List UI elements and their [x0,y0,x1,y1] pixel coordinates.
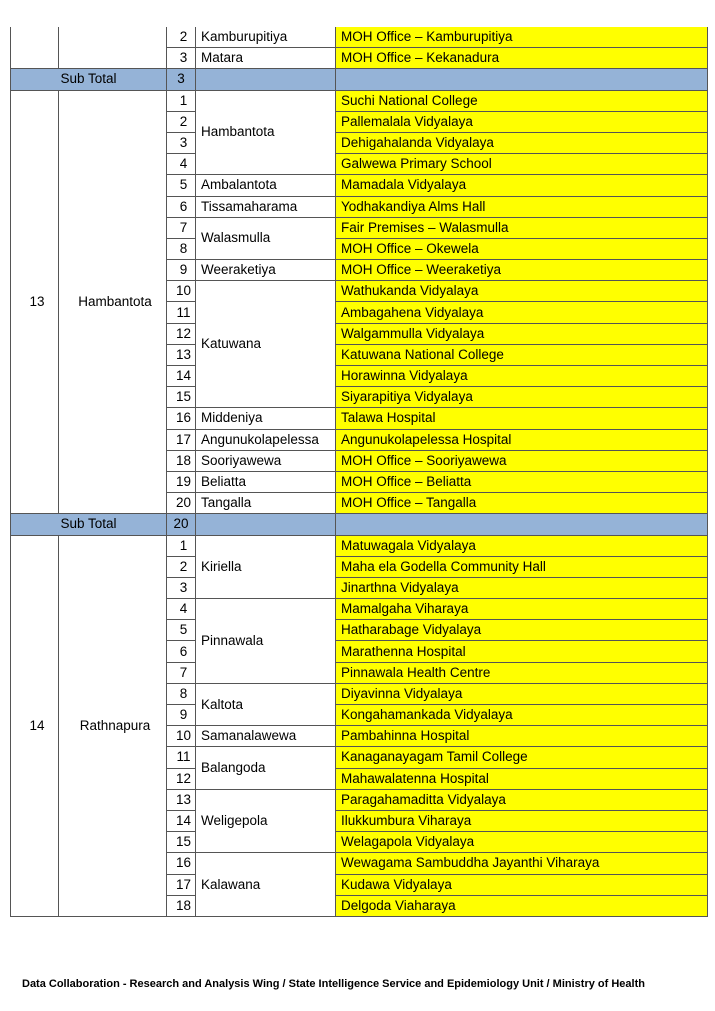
vaccination-center: Mamadala Vidyalaya [336,175,708,196]
vaccination-center: Pambahinna Hospital [336,726,708,747]
table-row [11,27,708,48]
center-number: 15 [167,832,196,853]
moh-area: Pinnawala [196,599,336,684]
vaccination-center: Pinnawala Health Centre [336,662,708,683]
vaccination-center: MOH Office – Kamburupitiya [336,27,708,48]
center-number: 6 [167,641,196,662]
vaccination-center: MOH Office – Tangalla [336,493,708,514]
center-number: 13 [167,789,196,810]
vaccination-center: Angunukolapelessa Hospital [336,429,708,450]
center-number: 12 [167,323,196,344]
subtotal-value: 3 [167,69,196,90]
moh-area: Weligepola [196,789,336,853]
center-number: 5 [167,620,196,641]
center-number: 9 [167,705,196,726]
center-number: 7 [167,662,196,683]
vaccination-center: Walgammulla Vidyalaya [336,323,708,344]
vaccination-center: MOH Office – Okewela [336,238,708,259]
vaccination-center: Marathenna Hospital [336,641,708,662]
vaccination-center: Hatharabage Vidyalaya [336,620,708,641]
center-number: 19 [167,471,196,492]
center-number: 13 [167,344,196,365]
center-number: 15 [167,387,196,408]
center-number: 16 [167,853,196,874]
moh-area: Sooriyawewa [196,450,336,471]
vaccination-center: Mahawalatenna Hospital [336,768,708,789]
center-number: 10 [167,281,196,302]
vaccination-center: Delgoda Viaharaya [336,895,708,916]
center-number: 17 [167,874,196,895]
vaccination-centers-table [10,27,708,917]
vaccination-center: Katuwana National College [336,344,708,365]
moh-area: Samanalawewa [196,726,336,747]
center-number: 20 [167,493,196,514]
vaccination-center: Matuwagala Vidyalaya [336,535,708,556]
moh-area: Balangoda [196,747,336,789]
center-number: 18 [167,450,196,471]
vaccination-center: MOH Office – Beliatta [336,471,708,492]
subtotal-empty [196,514,336,535]
center-number: 11 [167,747,196,768]
vaccination-center: Yodhakandiya Alms Hall [336,196,708,217]
moh-area: Tangalla [196,493,336,514]
vaccination-center: Suchi National College [336,90,708,111]
vaccination-center: Ilukkumbura Viharaya [336,810,708,831]
center-number: 2 [167,556,196,577]
center-number: 9 [167,260,196,281]
vaccination-center: Ambagahena Vidyalaya [336,302,708,323]
district-name: Rathnapura [59,535,167,916]
vaccination-center: Paragahamaditta Vidyalaya [336,789,708,810]
district-number: 14 [11,535,59,916]
center-number: 12 [167,768,196,789]
moh-area: Kalawana [196,853,336,917]
moh-area: Ambalantota [196,175,336,196]
vaccination-center: MOH Office – Kekanadura [336,48,708,69]
vaccination-center: Pallemalala Vidyalaya [336,111,708,132]
moh-area: Tissamaharama [196,196,336,217]
center-number: 10 [167,726,196,747]
moh-area: Katuwana [196,281,336,408]
center-number: 3 [167,48,196,69]
vaccination-center: Jinarthna Vidyalaya [336,577,708,598]
center-number: 4 [167,154,196,175]
footer-credit: Data Collaboration - Research and Analysis Wing / State Intelligence Service and Epidemiology Unit / Ministry of Health [22,978,645,990]
center-number: 3 [167,577,196,598]
moh-area: Beliatta [196,471,336,492]
vaccination-center: Wathukanda Vidyalaya [336,281,708,302]
subtotal-empty [336,69,708,90]
subtotal-value: 20 [167,514,196,535]
center-number: 4 [167,599,196,620]
district-number [11,27,59,69]
subtotal-empty [196,69,336,90]
moh-area: Kamburupitiya [196,27,336,48]
vaccination-center: Welagapola Vidyalaya [336,832,708,853]
vaccination-center: Fair Premises – Walasmulla [336,217,708,238]
vaccination-center: MOH Office – Weeraketiya [336,260,708,281]
center-number: 8 [167,238,196,259]
subtotal-label: Sub Total [11,69,167,90]
moh-area: Middeniya [196,408,336,429]
center-number: 8 [167,683,196,704]
vaccination-center: Horawinna Vidyalaya [336,366,708,387]
vaccination-center: Siyarapitiya Vidyalaya [336,387,708,408]
table-row [11,90,708,111]
vaccination-center: Kongahamankada Vidyalaya [336,705,708,726]
center-number: 2 [167,27,196,48]
vaccination-center: MOH Office – Sooriyawewa [336,450,708,471]
moh-area: Weeraketiya [196,260,336,281]
center-number: 7 [167,217,196,238]
moh-area: Angunukolapelessa [196,429,336,450]
district-number: 13 [11,90,59,514]
vaccination-center: Talawa Hospital [336,408,708,429]
center-number: 18 [167,895,196,916]
center-number: 14 [167,810,196,831]
vaccination-center: Kanaganayagam Tamil College [336,747,708,768]
vaccination-center: Wewagama Sambuddha Jayanthi Viharaya [336,853,708,874]
center-number: 1 [167,535,196,556]
subtotal-row [11,514,708,535]
center-number: 16 [167,408,196,429]
moh-area: Hambantota [196,90,336,175]
center-number: 14 [167,366,196,387]
moh-area: Matara [196,48,336,69]
district-name: Hambantota [59,90,167,514]
center-number: 3 [167,132,196,153]
vaccination-center: Maha ela Godella Community Hall [336,556,708,577]
moh-area: Kiriella [196,535,336,599]
center-number: 2 [167,111,196,132]
center-number: 1 [167,90,196,111]
center-number: 17 [167,429,196,450]
table-row [11,535,708,556]
subtotal-empty [336,514,708,535]
subtotal-row [11,69,708,90]
moh-area: Walasmulla [196,217,336,259]
center-number: 11 [167,302,196,323]
moh-area: Kaltota [196,683,336,725]
vaccination-center: Diyavinna Vidyalaya [336,683,708,704]
center-number: 6 [167,196,196,217]
vaccination-center: Kudawa Vidyalaya [336,874,708,895]
vaccination-center: Dehigahalanda Vidyalaya [336,132,708,153]
vaccination-center: Galwewa Primary School [336,154,708,175]
district-name [59,27,167,69]
center-number: 5 [167,175,196,196]
vaccination-center: Mamalgaha Viharaya [336,599,708,620]
subtotal-label: Sub Total [11,514,167,535]
